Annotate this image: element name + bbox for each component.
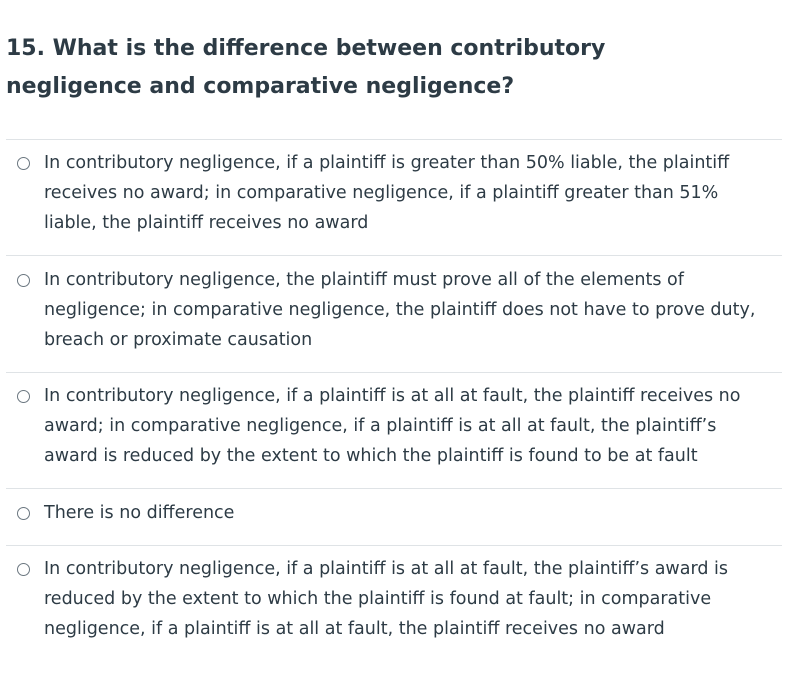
divider: [6, 545, 782, 546]
answer-option-4[interactable]: [6, 498, 782, 534]
divider: [6, 139, 782, 140]
answer-label: In contributory negligence, if a plaintiff is at all at fault, the plaintiff receives no award; in comparative negligence, if a plaintiff is at all at fault, the plaintiff’s award is reduced by the extent to which the plaintiff is found to be at fault: [44, 386, 741, 466]
radio-button[interactable]: [17, 507, 30, 520]
answer-option-2[interactable]: [6, 265, 782, 361]
radio-button[interactable]: [17, 157, 30, 170]
answer-option-1[interactable]: [6, 148, 782, 244]
answer-option-5[interactable]: [6, 554, 782, 650]
answer-label: In contributory negligence, if a plaintiff is greater than 50% liable, the plaintiff receives no award; in comparative negligence, if a plaintiff greater than 51% liable, the plaintiff receives no award: [44, 153, 730, 233]
answer-label: In contributory negligence, the plaintiff must prove all of the elements of negligence; in comparative negligence, the plaintiff does not have to prove duty, breach or proximate causation: [44, 270, 756, 350]
radio-button[interactable]: [17, 563, 30, 576]
radio-button[interactable]: [17, 390, 30, 403]
answer-label: There is no difference: [44, 503, 235, 523]
divider: [6, 255, 782, 256]
divider: [6, 488, 782, 489]
divider: [6, 372, 782, 373]
answer-label: In contributory negligence, if a plaintiff is at all at fault, the plaintiff’s award is reduced by the extent to which the plaintiff is found at fault; in comparative negligence, if a plaintiff is at all at fault, the plaintiff receives no award: [44, 559, 728, 639]
answer-option-3[interactable]: [6, 381, 782, 477]
radio-button[interactable]: [17, 274, 30, 287]
question-title: 15. What is the difference between contributory negligence and comparative negligence?: [6, 36, 606, 99]
